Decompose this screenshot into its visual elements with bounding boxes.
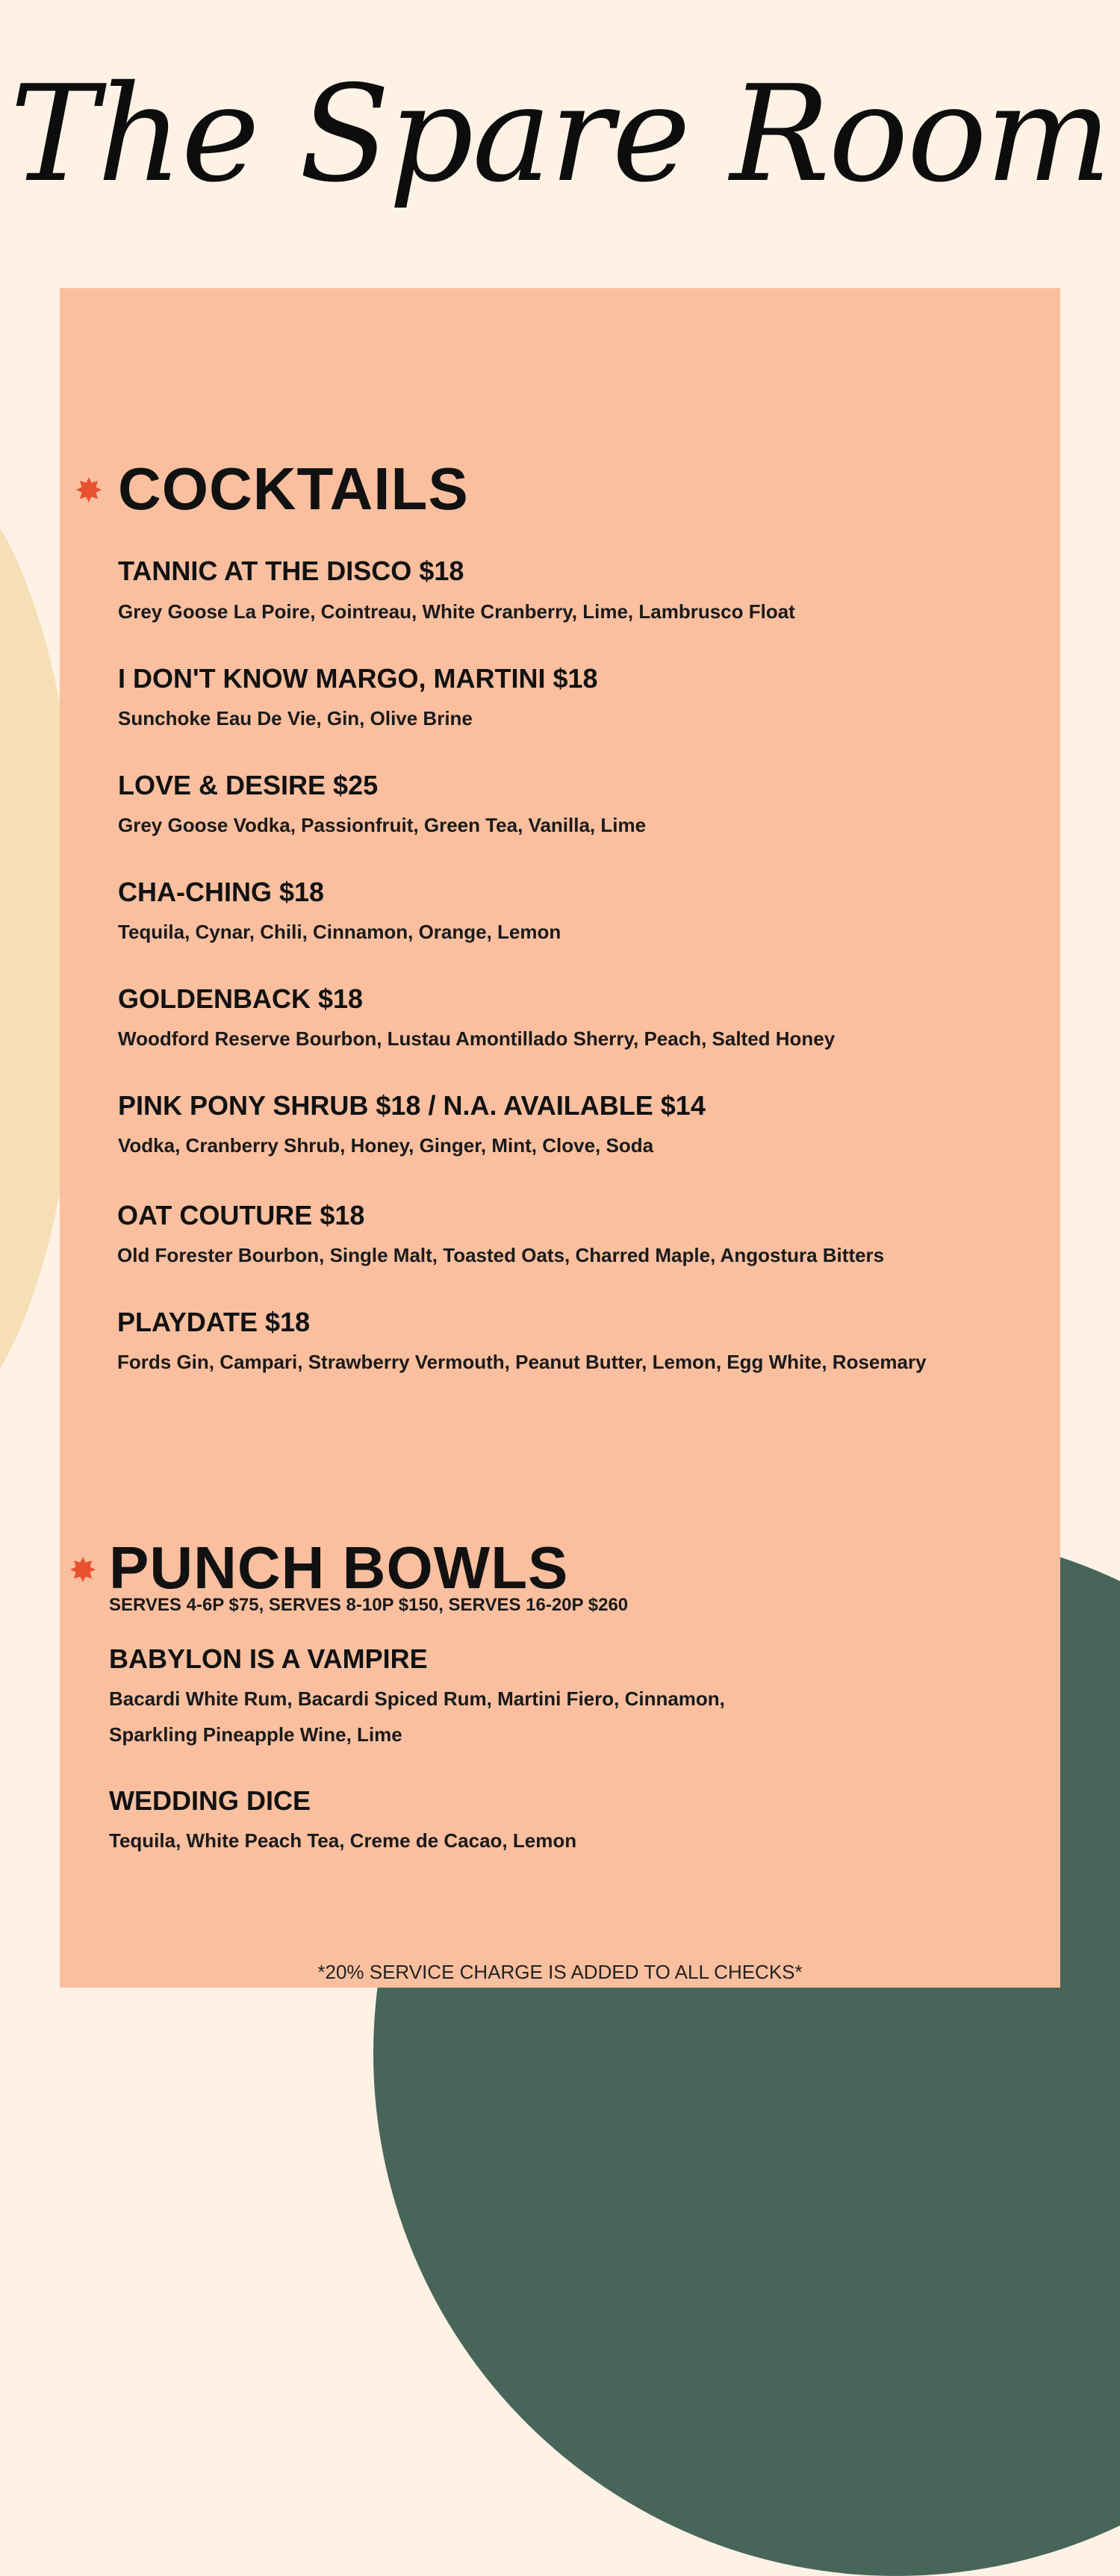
punch-bowl-ingredients: Tequila, White Peach Tea, Creme de Cacao, Lemon [109,1829,577,1852]
cocktail-ingredients: Woodford Reserve Bourbon, Lustau Amontillado Sherry, Peach, Salted Honey [118,1027,836,1050]
cocktail-ingredients: Fords Gin, Campari, Strawberry Vermouth, Peanut Butter, Lemon, Egg White, Rosemary [117,1351,927,1373]
cocktail-name: OAT COUTURE $18 [117,1200,365,1231]
cocktail-name: I DON'T KNOW MARGO, MARTINI $18 [118,663,598,694]
section-heading-punch-bowls: PUNCH BOWLS [109,1534,569,1601]
cocktail-ingredients: Sunchoke Eau De Vie, Gin, Olive Brine [118,707,473,729]
cocktail-ingredients: Vodka, Cranberry Shrub, Honey, Ginger, Mint, Clove, Soda [118,1134,654,1157]
cocktail-name: PINK PONY SHRUB $18 / N.A. AVAILABLE $14 [118,1090,706,1121]
cocktail-ingredients: Grey Goose La Poire, Cointreau, White Cranberry, Lime, Lambrusco Float [118,600,795,623]
cocktail-name: LOVE & DESIRE $25 [118,770,379,800]
punch-bowl-name: BABYLON IS A VAMPIRE [109,1643,428,1674]
punch-bowl-pricing: SERVES 4-6P $75, SERVES 8-10P $150, SERVES 16-20P $260 [109,1595,629,1615]
cocktail-ingredients: Tequila, Cynar, Chili, Cinnamon, Orange, Lemon [118,921,561,943]
starburst-icon [76,477,102,503]
cocktail-ingredients: Old Forester Bourbon, Single Malt, Toasted Oats, Charred Maple, Angostura Bitters [117,1244,885,1266]
section-heading-cocktails: COCKTAILS [118,455,469,522]
cocktail-name: PLAYDATE $18 [117,1307,311,1337]
cocktail-ingredients: Grey Goose Vodka, Passionfruit, Green Tea, Vanilla, Lime [118,814,647,836]
cocktail-name: CHA-CHING $18 [118,877,325,907]
punch-bowl-ingredients: Bacardi White Rum, Bacardi Spiced Rum, Martini Fiero, Cinnamon, Sparkling Pineapple Wine, Lime [109,1687,725,1746]
punch-bowl-name: WEDDING DICE [109,1785,311,1816]
service-charge-note: *20% SERVICE CHARGE IS ADDED TO ALL CHECKS* [317,1961,803,1983]
venue-title: The Spare Room [10,57,1110,211]
starburst-icon [70,1557,96,1582]
cocktail-name: GOLDENBACK $18 [118,983,364,1014]
cocktail-name: TANNIC AT THE DISCO $18 [118,556,464,586]
